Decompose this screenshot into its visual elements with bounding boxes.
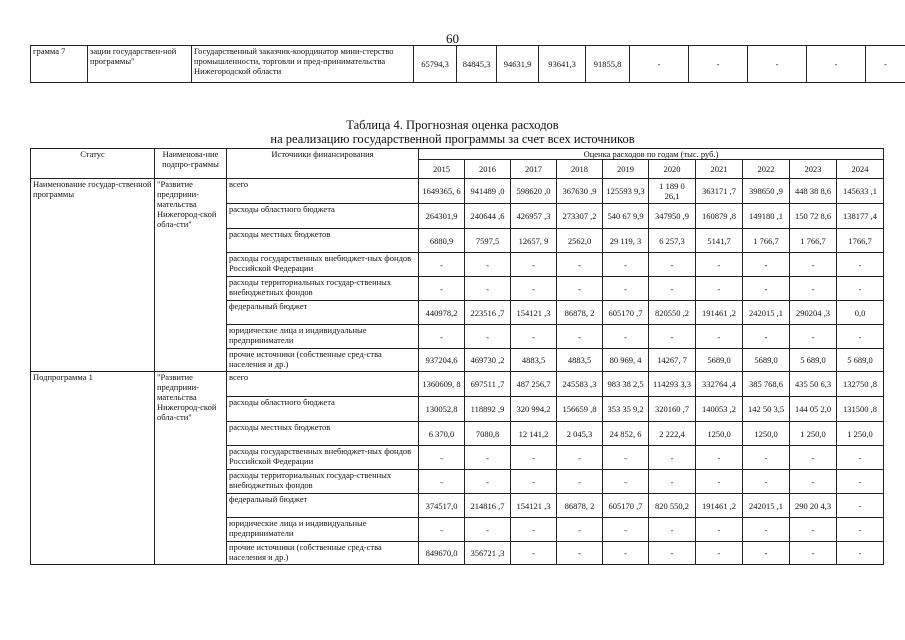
value-cell: - [696, 542, 743, 565]
value-cell: 6880,9 [419, 229, 465, 253]
value-cell: - [743, 253, 790, 277]
value-cell: - [465, 518, 511, 542]
value-cell: 290204 ,3 [790, 301, 837, 325]
value-cell: - [837, 253, 884, 277]
value-cell: 131500 ,8 [837, 397, 884, 422]
year-header: 2017 [511, 160, 557, 179]
value-cell: - [630, 46, 689, 83]
value-cell: - [465, 446, 511, 470]
value-cell: 5689,0 [696, 349, 743, 372]
value-cell: 941489 ,0 [465, 179, 511, 204]
value-cell: 374517,0 [419, 494, 465, 518]
value-cell: - [743, 277, 790, 301]
value-cell: 24 852, 6 [603, 422, 649, 446]
value-cell: - [837, 542, 884, 565]
source-cell: федеральный бюджет [227, 494, 419, 518]
year-header: 2021 [696, 160, 743, 179]
value-cell: - [837, 470, 884, 494]
value-cell: 5 689,0 [790, 349, 837, 372]
value-cell: 849670,0 [419, 542, 465, 565]
value-cell: 367630 ,9 [557, 179, 603, 204]
value-cell: - [511, 253, 557, 277]
value-cell: 1360609, 8 [419, 372, 465, 397]
value-cell: 149180 ,1 [743, 204, 790, 229]
value-cell: 191461 ,2 [696, 301, 743, 325]
source-cell: расходы областного бюджета [227, 397, 419, 422]
value-cell: 156659 ,8 [557, 397, 603, 422]
value-cell: 320 994,2 [511, 397, 557, 422]
value-cell: 93641,3 [539, 46, 586, 83]
value-cell: 273307 ,2 [557, 204, 603, 229]
value-cell: - [557, 253, 603, 277]
value-cell: 150 72 8,6 [790, 204, 837, 229]
value-cell: 4883,5 [511, 349, 557, 372]
value-cell: 223516 ,7 [465, 301, 511, 325]
top-cell-status: грамма 7 [31, 46, 88, 83]
value-cell: 2 222,4 [649, 422, 696, 446]
source-cell: юридические лица и индивидуальные предприниматели [227, 518, 419, 542]
value-cell: 118892 ,9 [465, 397, 511, 422]
year-header: 2016 [465, 160, 511, 179]
value-cell: - [603, 542, 649, 565]
value-cell: - [603, 518, 649, 542]
source-cell: расходы областного бюджета [227, 204, 419, 229]
value-cell: - [649, 518, 696, 542]
value-cell: - [511, 542, 557, 565]
value-cell: - [465, 277, 511, 301]
year-header: 2023 [790, 160, 837, 179]
source-cell: юридические лица и индивидуальные предприниматели [227, 325, 419, 349]
value-cell: - [696, 325, 743, 349]
value-cell: - [743, 542, 790, 565]
value-cell: 142 50 3,5 [743, 397, 790, 422]
value-cell: 5 689,0 [837, 349, 884, 372]
source-cell: прочие источники (собственные сред-ства населения и др.) [227, 349, 419, 372]
program-name-cell: "Развитие предприни-мательства Нижегород-ской обла-сти" [155, 179, 227, 372]
value-cell: 353 35 9,2 [603, 397, 649, 422]
value-cell: - [419, 253, 465, 277]
value-cell: - [511, 446, 557, 470]
value-cell: 160879 ,8 [696, 204, 743, 229]
year-header: 2024 [837, 160, 884, 179]
value-cell: - [557, 542, 603, 565]
source-cell: расходы местных бюджетов [227, 229, 419, 253]
expense-table [30, 148, 884, 565]
year-header: 2018 [557, 160, 603, 179]
source-cell: всего [227, 372, 419, 397]
value-cell: - [790, 253, 837, 277]
value-cell: - [603, 277, 649, 301]
value-cell: - [603, 470, 649, 494]
status-cell: Наименование государ-ственной программы [31, 179, 155, 372]
value-cell: - [603, 253, 649, 277]
value-cell: 1649365, 6 [419, 179, 465, 204]
value-cell: - [511, 470, 557, 494]
value-cell: 91855,8 [586, 46, 630, 83]
value-cell: - [465, 253, 511, 277]
value-cell: 12657, 9 [511, 229, 557, 253]
header-row [31, 149, 884, 160]
value-cell: 242015 ,1 [743, 494, 790, 518]
value-cell: 448 38 8,6 [790, 179, 837, 204]
value-cell: - [743, 325, 790, 349]
source-cell: расходы государственных внебюджет-ных фондов Российской Федерации [227, 253, 419, 277]
value-cell: - [866, 46, 905, 83]
value-cell: - [837, 446, 884, 470]
value-cell: - [511, 518, 557, 542]
value-cell: - [748, 46, 807, 83]
value-cell: 7080,8 [465, 422, 511, 446]
value-cell: 7597,5 [465, 229, 511, 253]
value-cell: - [649, 325, 696, 349]
value-cell: - [649, 446, 696, 470]
value-cell: - [557, 470, 603, 494]
value-cell: 983 38 2,5 [603, 372, 649, 397]
value-cell: 320160 ,7 [649, 397, 696, 422]
source-cell: расходы государственных внебюджет-ных фондов Российской Федерации [227, 446, 419, 470]
value-cell: 65794,3 [414, 46, 457, 83]
value-cell: - [837, 518, 884, 542]
value-cell: 1 250,0 [837, 422, 884, 446]
value-cell: 697511 ,7 [465, 372, 511, 397]
value-cell: 332764 ,4 [696, 372, 743, 397]
header-sources: Источники финансирования [227, 149, 419, 179]
value-cell: 154121 ,3 [511, 301, 557, 325]
value-cell: 440978,2 [419, 301, 465, 325]
table-title: Таблица 4. Прогнозная оценка расходов [346, 118, 559, 132]
value-cell: - [790, 470, 837, 494]
value-cell: - [790, 277, 837, 301]
value-cell: 540 67 9,9 [603, 204, 649, 229]
value-cell: 145633 ,1 [837, 179, 884, 204]
value-cell: 86878, 2 [557, 494, 603, 518]
value-cell: 398650 ,9 [743, 179, 790, 204]
value-cell: - [790, 542, 837, 565]
value-cell: 0,0 [837, 301, 884, 325]
value-cell: 385 768,6 [743, 372, 790, 397]
value-cell: 6 257,3 [649, 229, 696, 253]
value-cell: - [419, 446, 465, 470]
value-cell: 245583 ,3 [557, 372, 603, 397]
year-header: 2019 [603, 160, 649, 179]
value-cell: - [649, 253, 696, 277]
source-cell: расходы территориальных государ-ственных внебюджетных фондов [227, 470, 419, 494]
value-cell: 469730 ,2 [465, 349, 511, 372]
value-cell: - [790, 446, 837, 470]
top-cell-source: Государственный заказчик-координатор мини-стерство промышленности, торговли и пред-принимательства Нижегородской области [192, 46, 414, 83]
value-cell: 1 189 0 26,1 [649, 179, 696, 204]
top-cell-name: зации государствен-ной программы" [88, 46, 192, 83]
value-cell: 6 370,0 [419, 422, 465, 446]
table-row [31, 372, 884, 397]
value-cell: - [557, 325, 603, 349]
header-name: Наименова-ние подпро-граммы [155, 149, 227, 179]
value-cell: 937204,6 [419, 349, 465, 372]
value-cell: 4883,5 [557, 349, 603, 372]
value-cell: - [649, 277, 696, 301]
value-cell: - [511, 277, 557, 301]
value-cell: 154121 ,3 [511, 494, 557, 518]
value-cell: - [743, 518, 790, 542]
value-cell: 191461 ,2 [696, 494, 743, 518]
year-header: 2020 [649, 160, 696, 179]
value-cell: 86878, 2 [557, 301, 603, 325]
source-cell: федеральный бюджет [227, 301, 419, 325]
program-name-cell: "Развитие предприни-мательства Нижегород-ской обла-сти" [155, 372, 227, 565]
value-cell: 1250,0 [696, 422, 743, 446]
value-cell: - [465, 325, 511, 349]
value-cell: - [557, 518, 603, 542]
value-cell: 240644 ,6 [465, 204, 511, 229]
value-cell: 820550 ,2 [649, 301, 696, 325]
value-cell: 1 766,7 [790, 229, 837, 253]
value-cell: 1 250,0 [790, 422, 837, 446]
value-cell: - [419, 277, 465, 301]
value-cell: 264301,9 [419, 204, 465, 229]
value-cell: - [696, 470, 743, 494]
value-cell: - [465, 470, 511, 494]
value-cell: 363171 ,7 [696, 179, 743, 204]
page-number: 60 [446, 31, 459, 46]
value-cell: - [837, 277, 884, 301]
value-cell: 12 141,2 [511, 422, 557, 446]
value-cell: - [511, 325, 557, 349]
value-cell: - [649, 470, 696, 494]
table-body [31, 179, 884, 565]
value-cell: 1766,7 [837, 229, 884, 253]
value-cell: 435 50 6,3 [790, 372, 837, 397]
value-cell: - [689, 46, 748, 83]
value-cell: 356721 ,3 [465, 542, 511, 565]
value-cell: 29 119, 3 [603, 229, 649, 253]
value-cell: 2 045,3 [557, 422, 603, 446]
value-cell: 2562,0 [557, 229, 603, 253]
value-cell: - [419, 470, 465, 494]
header-estimate: Оценка расходов по годам (тыс. руб.) [419, 149, 884, 160]
value-cell: 125593 9,3 [603, 179, 649, 204]
value-cell: - [649, 542, 696, 565]
value-cell: 5141,7 [696, 229, 743, 253]
status-cell: Подпрограмма 1 [31, 372, 155, 565]
value-cell: - [603, 446, 649, 470]
value-cell: - [790, 518, 837, 542]
value-cell: 5689,0 [743, 349, 790, 372]
value-cell: - [419, 325, 465, 349]
value-cell: - [696, 277, 743, 301]
value-cell: - [696, 253, 743, 277]
source-cell: всего [227, 179, 419, 204]
value-cell: 144 05 2,0 [790, 397, 837, 422]
value-cell: 80 969, 4 [603, 349, 649, 372]
value-cell: - [743, 470, 790, 494]
value-cell: 130052,8 [419, 397, 465, 422]
value-cell: - [696, 446, 743, 470]
source-cell: расходы территориальных государ-ственных внебюджетных фондов [227, 277, 419, 301]
value-cell: 1250,0 [743, 422, 790, 446]
table-row [31, 46, 905, 83]
value-cell: 290 20 4,3 [790, 494, 837, 518]
value-cell: 605170 ,7 [603, 494, 649, 518]
value-cell: 1 766,7 [743, 229, 790, 253]
value-cell: 487 256,7 [511, 372, 557, 397]
value-cell: 820 550,2 [649, 494, 696, 518]
value-cell: 598620 ,0 [511, 179, 557, 204]
value-cell: 138177 ,4 [837, 204, 884, 229]
value-cell: - [837, 494, 884, 518]
value-cell: 347950 ,9 [649, 204, 696, 229]
value-cell: - [419, 518, 465, 542]
value-cell: - [603, 325, 649, 349]
year-header: 2022 [743, 160, 790, 179]
header-status: Статус [31, 149, 155, 179]
value-cell: 114293 3,3 [649, 372, 696, 397]
value-cell: 94631,9 [497, 46, 539, 83]
value-cell: 242015 ,1 [743, 301, 790, 325]
value-cell: 132750 ,8 [837, 372, 884, 397]
value-cell: - [790, 325, 837, 349]
value-cell: - [557, 277, 603, 301]
value-cell: 84845,3 [457, 46, 497, 83]
value-cell: - [807, 46, 866, 83]
source-cell: расходы местных бюджетов [227, 422, 419, 446]
table-subtitle: на реализацию государственной программы за счет всех источников [270, 132, 635, 146]
table-row [31, 179, 884, 204]
value-cell: - [743, 446, 790, 470]
value-cell: 426957 ,3 [511, 204, 557, 229]
value-cell: - [557, 446, 603, 470]
previous-table-fragment [30, 45, 905, 83]
value-cell: - [837, 325, 884, 349]
value-cell: 605170 ,7 [603, 301, 649, 325]
value-cell: 214816 ,7 [465, 494, 511, 518]
source-cell: прочие источники (собственные сред-ства населения и др.) [227, 542, 419, 565]
year-header: 2015 [419, 160, 465, 179]
value-cell: - [696, 518, 743, 542]
value-cell: 14267, 7 [649, 349, 696, 372]
value-cell: 140053 ,2 [696, 397, 743, 422]
